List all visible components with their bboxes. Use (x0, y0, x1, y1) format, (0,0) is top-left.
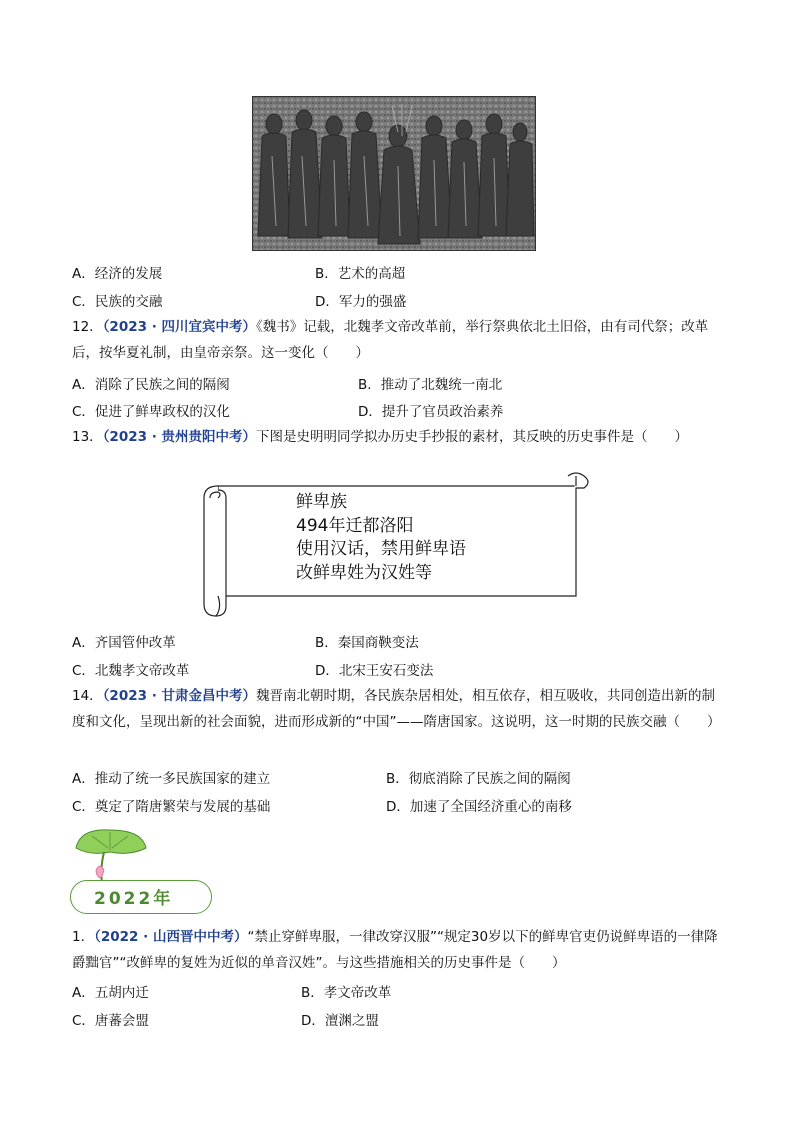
question-12 (72, 314, 722, 366)
stone-relief-image (252, 96, 536, 251)
question-text: 魏晋南北朝时期，各民族杂居相处，相互依存，相互吸收，共同创造出新的制度和文化，呈现出新的社会面貌，进而形成新的“中国”——隋唐国家。这说明，这一时期的民族交融（ ） (72, 688, 721, 730)
question-text: “禁止穿鲜卑服，一律改穿汉服”“规定30岁以下的鲜卑官吏仍说鲜卑语的一律降爵黜官”“改鲜卑的复姓为近似的单音汉姓”。与这些措施相关的历史事件是（ ） (72, 929, 718, 971)
question-source: （2023 · 四川宜宾中考） (102, 319, 257, 335)
question-13 (72, 424, 722, 450)
question-source: （2022 · 山西晋中中考） (94, 929, 248, 945)
question-text: 下图是史明明同学拟办历史手抄报的素材，其反映的历史事件是（ ） (256, 429, 689, 445)
q2022-1-option-a: A．五胡内迁 (72, 985, 149, 1001)
question-source: （2023 · 贵州贵阳中考） (102, 429, 257, 445)
q12-option-a: A．消除了民族之间的隔阂 (72, 377, 230, 393)
q13-option-d: D．北宋王安石变法 (315, 663, 434, 679)
q2022-1-option-d: D．澶渊之盟 (301, 1013, 379, 1029)
question-14 (72, 683, 722, 735)
lotus-leaf-icon (70, 826, 150, 888)
q13-option-a: A．齐国管仲改革 (72, 635, 176, 651)
question-2022-1 (72, 924, 722, 976)
q13-option-c: C．北魏孝文帝改革 (72, 663, 190, 679)
scroll-text (296, 491, 466, 585)
q12-option-b: B．推动了北魏统一南北 (358, 377, 503, 393)
q2022-1-option-c: C．唐蕃会盟 (72, 1013, 149, 1029)
q11-option-b: B．艺术的高超 (315, 266, 406, 282)
q12-option-d: D．提升了官员政治素养 (358, 404, 504, 420)
scroll-line: 改鲜卑姓为汉姓等 (296, 562, 432, 583)
year-badge-label: 2022年 (94, 889, 174, 909)
scroll-line: 494年迁都洛阳 (296, 515, 414, 536)
question-number: 14． (72, 688, 103, 704)
q11-option-a: A．经济的发展 (72, 266, 163, 282)
question-number: 12． (72, 319, 103, 335)
q14-option-b: B．彻底消除了民族之间的隔阂 (386, 771, 571, 787)
question-number: 13． (72, 429, 103, 445)
q11-option-c: C．民族的交融 (72, 294, 163, 310)
q14-option-a: A．推动了统一多民族国家的建立 (72, 771, 271, 787)
q14-option-d: D．加速了全国经济重心的南移 (386, 799, 572, 815)
scroll-line: 鲜卑族 (296, 492, 347, 512)
question-number: 1． (72, 929, 95, 945)
q14-option-c: C．奠定了隋唐繁荣与发展的基础 (72, 799, 271, 815)
q13-option-b: B．秦国商鞅变法 (315, 635, 419, 651)
question-source: （2023 · 甘肃金昌中考） (102, 688, 257, 704)
question-text: 《魏书》记载，北魏孝文帝改革前，举行祭典依北土旧俗，由有司代祭；改革后，按华夏礼制，由皇帝亲祭。这一变化（ ） (72, 319, 709, 361)
q12-option-c: C．促进了鲜卑政权的汉化 (72, 404, 230, 420)
scroll-line: 使用汉话，禁用鲜卑语 (296, 539, 466, 559)
q2022-1-option-b: B．孝文帝改革 (301, 985, 392, 1001)
q11-option-d: D．军力的强盛 (315, 294, 407, 310)
